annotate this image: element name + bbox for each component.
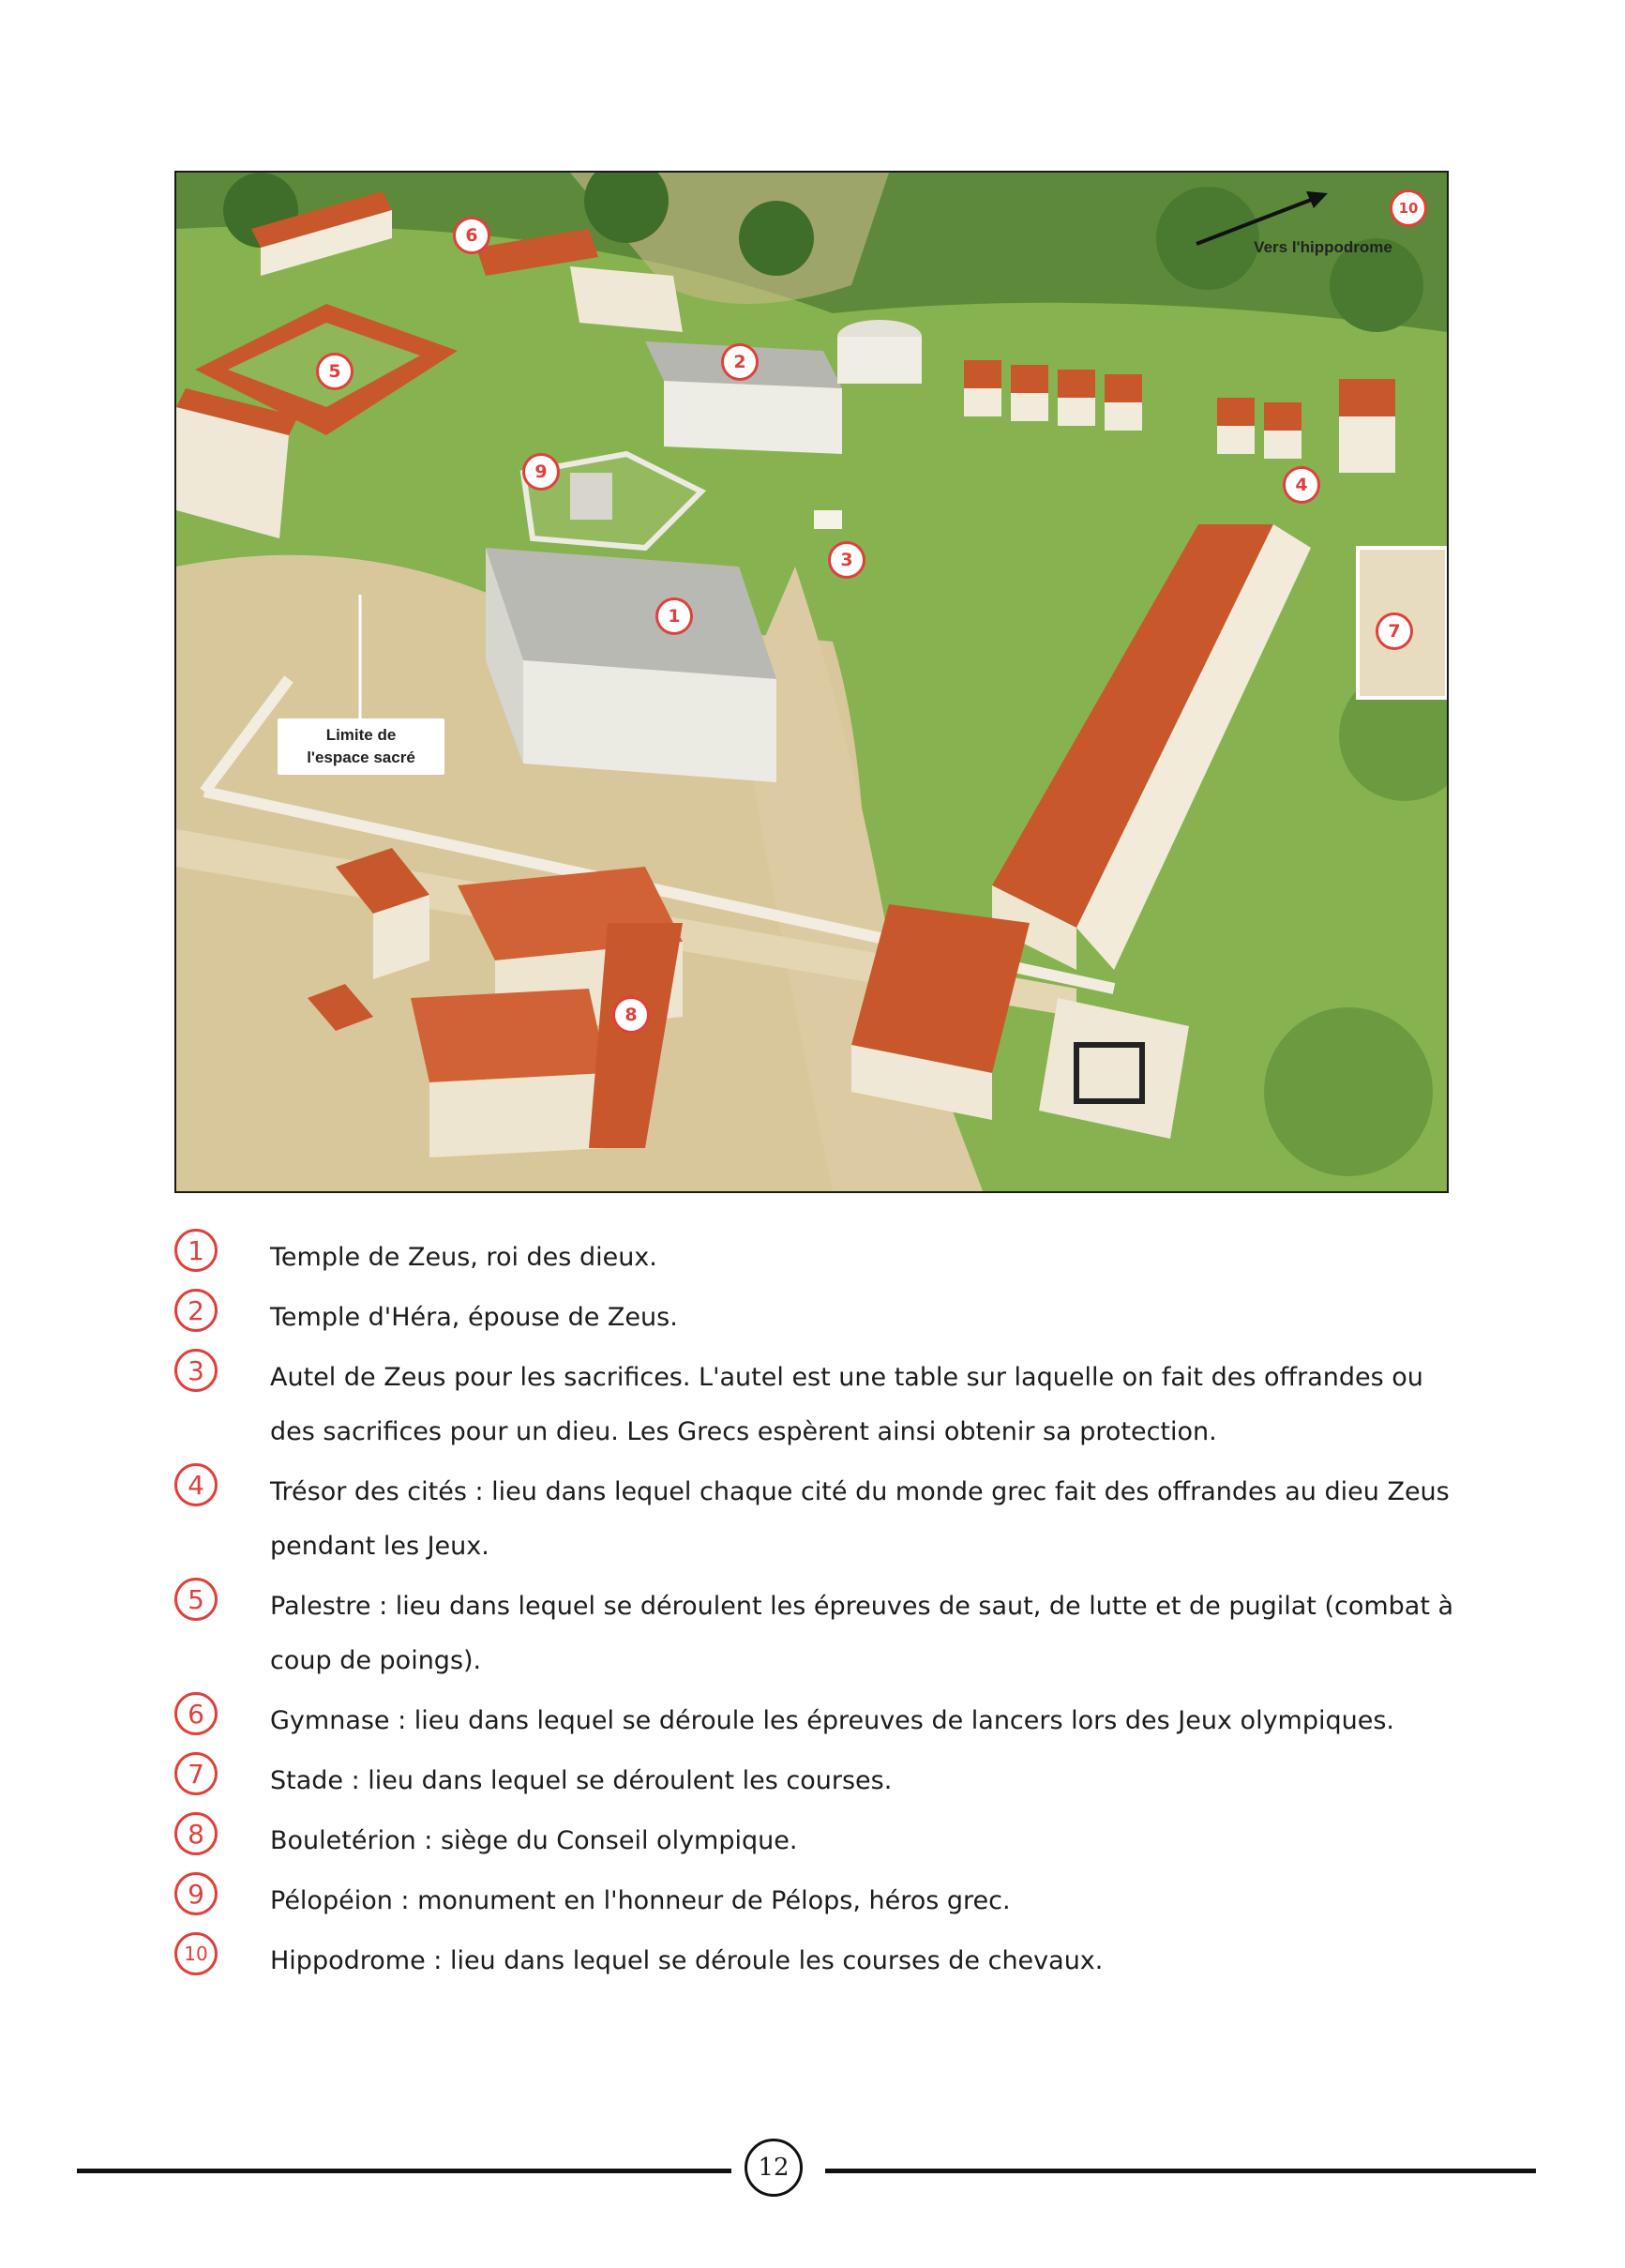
legend-number-badge: 1 — [174, 1229, 218, 1272]
site-drawing — [176, 173, 1447, 1191]
sacred-boundary-label-line1: Limite de — [325, 726, 397, 744]
legend-item — [169, 1934, 1463, 1988]
sacred-boundary-label — [278, 718, 444, 775]
legend-text: Palestre : lieu dans lequel se déroulent les épreuves de saut, de lutte et de pugilat (combat à coup de poings). — [270, 1592, 1454, 1675]
legend-text: Autel de Zeus pour les sacrifices. L'autel est une table sur laquelle on fait des offrandes ou des sacrifices pour un dieu. Les Grecs espèrent ainsi obtenir sa protection. — [270, 1363, 1423, 1446]
map-marker-4: 4 — [1283, 466, 1320, 504]
olympia-site-illustration — [174, 171, 1449, 1193]
footer-rule-right — [825, 2169, 1536, 2173]
legend-text: Hippodrome : lieu dans lequel se déroule les courses de chevaux. — [270, 1946, 1104, 1975]
map-marker-2: 2 — [721, 343, 759, 381]
legend-number-badge: 4 — [174, 1463, 218, 1506]
legend-item — [169, 1465, 1463, 1574]
legend-item — [169, 1874, 1463, 1928]
legend-item — [169, 1580, 1463, 1688]
legend-item — [169, 1291, 1463, 1345]
legend-text: Stade : lieu dans lequel se déroulent les courses. — [270, 1766, 893, 1795]
map-marker-5: 5 — [316, 353, 354, 390]
legend-text: Temple de Zeus, roi des dieux. — [270, 1243, 657, 1272]
legend-number-badge: 6 — [174, 1692, 218, 1735]
legend-number-badge: 3 — [174, 1349, 218, 1392]
page-number: 12 — [745, 2139, 803, 2197]
legend-item — [169, 1231, 1463, 1285]
map-marker-3: 3 — [828, 541, 865, 579]
legend-item — [169, 1694, 1463, 1748]
legend-number-badge: 10 — [174, 1932, 218, 1975]
legend-number-badge: 7 — [174, 1752, 218, 1795]
hippodrome-direction-label: Vers l'hippodrome — [1254, 238, 1392, 256]
footer-rule-left — [77, 2169, 731, 2173]
legend-number-badge: 9 — [174, 1872, 218, 1915]
legend-item — [169, 1351, 1463, 1459]
legend-text: Gymnase : lieu dans lequel se déroule les épreuves de lancers lors des Jeux olympiques. — [270, 1706, 1395, 1735]
legend-text: Pélopéion : monument en l'honneur de Pélops, héros grec. — [270, 1886, 1011, 1915]
legend-number-badge: 8 — [174, 1812, 218, 1855]
legend-item — [169, 1814, 1463, 1868]
legend-text: Bouletérion : siège du Conseil olympique. — [270, 1826, 798, 1855]
map-marker-1: 1 — [655, 597, 693, 635]
legend-text: Temple d'Héra, épouse de Zeus. — [270, 1303, 678, 1332]
map-marker-9: 9 — [522, 453, 560, 491]
map-marker-8: 8 — [612, 996, 650, 1034]
legend-number-badge: 2 — [174, 1289, 218, 1332]
map-marker-7: 7 — [1376, 612, 1413, 650]
sacred-boundary-label-line2: l'espace sacré — [307, 748, 415, 766]
legend-number-badge: 5 — [174, 1578, 218, 1621]
map-marker-10: 10 — [1390, 189, 1427, 227]
legend-text: Trésor des cités : lieu dans lequel chaque cité du monde grec fait des offrandes au dieu Zeus pendant les Jeux. — [270, 1477, 1450, 1561]
legend-list — [169, 1236, 1463, 2000]
map-marker-6: 6 — [453, 217, 490, 254]
legend-item — [169, 1754, 1463, 1808]
